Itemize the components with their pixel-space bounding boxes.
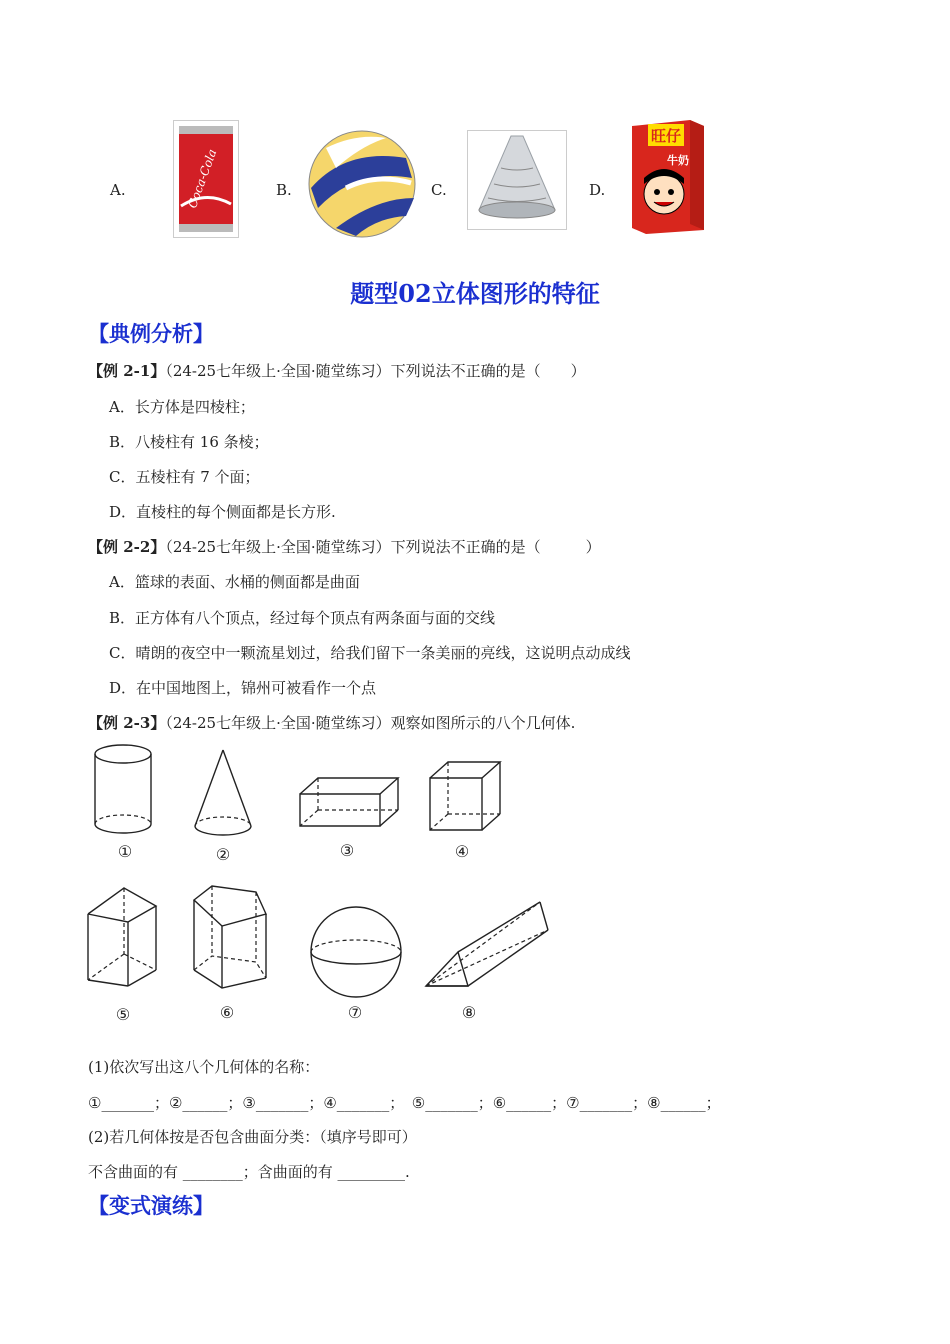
figure-label-5: ⑤ <box>115 1005 131 1024</box>
cuboid-figure <box>296 774 402 834</box>
option-c-label: C. <box>431 181 447 199</box>
ex2-option-d: D．在中国地图上，锦州可被看作一个点 <box>109 679 377 697</box>
figure-label-6: ⑥ <box>219 1003 235 1022</box>
ex1-option-c: C．五棱柱有 7 个面； <box>109 468 260 486</box>
question-2-blanks: 不含曲面的有 ________；含曲面的有 _________. <box>88 1163 410 1181</box>
figure-label-7: ⑦ <box>347 1003 363 1022</box>
ex2-option-c: C．晴朗的夜空中一颗流星划过，给我们留下一条美丽的亮线，这说明点动成线 <box>109 644 631 662</box>
ex1-option-b: B．八棱柱有 16 条棱； <box>109 433 269 451</box>
ex1-option-a: A．长方体是四棱柱； <box>109 398 255 416</box>
example-question: （24-25七年级上·全国·随堂练习）观察如图所示的八个几何体. <box>165 714 576 732</box>
ex2-option-a: A．篮球的表面、水桶的侧面都是曲面 <box>109 573 360 591</box>
example-tag: 【例 2-3】 <box>88 714 166 732</box>
triangular-prism-figure <box>84 884 160 992</box>
ex1-option-d: D．直棱柱的每个侧面都是长方形. <box>109 503 336 521</box>
example-question: （24-25七年级上·全国·随堂练习）下列说法不正确的是（ ） <box>165 538 601 556</box>
figure-label-2: ② <box>215 845 231 864</box>
question-2: (2)若几何体按是否包含曲面分类：（填序号即可） <box>88 1128 417 1146</box>
option-a-label: A. <box>110 181 126 199</box>
ex2-option-b: B．正方体有八个顶点，经过每个顶点有两条面与面的交线 <box>109 609 496 627</box>
milk-brand-text: 旺仔 <box>650 127 682 145</box>
slanted-prism-figure <box>422 898 552 996</box>
cone-figure <box>190 746 256 842</box>
example-tag: 【例 2-1】 <box>88 362 166 380</box>
example-2-2-stem <box>88 536 601 557</box>
cylinder-figure <box>90 742 156 842</box>
option-b-label: B. <box>276 181 292 199</box>
milk-product-text: 牛奶 <box>667 154 689 167</box>
milk-box-icon <box>628 118 708 240</box>
cube-figure <box>426 758 506 838</box>
pentagonal-prism-figure <box>188 882 270 996</box>
example-tag: 【例 2-2】 <box>88 538 166 556</box>
cola-can-icon <box>173 120 239 242</box>
example-2-3-stem <box>88 712 575 733</box>
question-1-blanks: ①_______；②______；③_______；④_______； ⑤_______；⑥______；⑦_______；⑧______； <box>88 1094 721 1112</box>
figure-label-8: ⑧ <box>461 1003 477 1022</box>
figure-label-4: ④ <box>454 842 470 861</box>
question-1: (1)依次写出这八个几何体的名称： <box>88 1058 320 1076</box>
section-heading-practice: 【变式演练】 <box>88 1193 214 1218</box>
can-brand-text: Coca-Cola <box>185 147 220 211</box>
volleyball-icon <box>306 128 418 244</box>
figure-label-1: ① <box>117 842 133 861</box>
figure-label-3: ③ <box>339 841 355 860</box>
funnel-icon <box>467 130 567 234</box>
sphere-figure <box>306 904 406 1004</box>
section-heading-examples: 【典例分析】 <box>88 321 214 346</box>
example-2-1-stem <box>88 360 586 381</box>
page-title: 题型02立体图形的特征 <box>350 279 600 308</box>
option-d-label: D. <box>589 181 606 199</box>
example-question: （24-25七年级上·全国·随堂练习）下列说法不正确的是（ ） <box>165 362 586 380</box>
